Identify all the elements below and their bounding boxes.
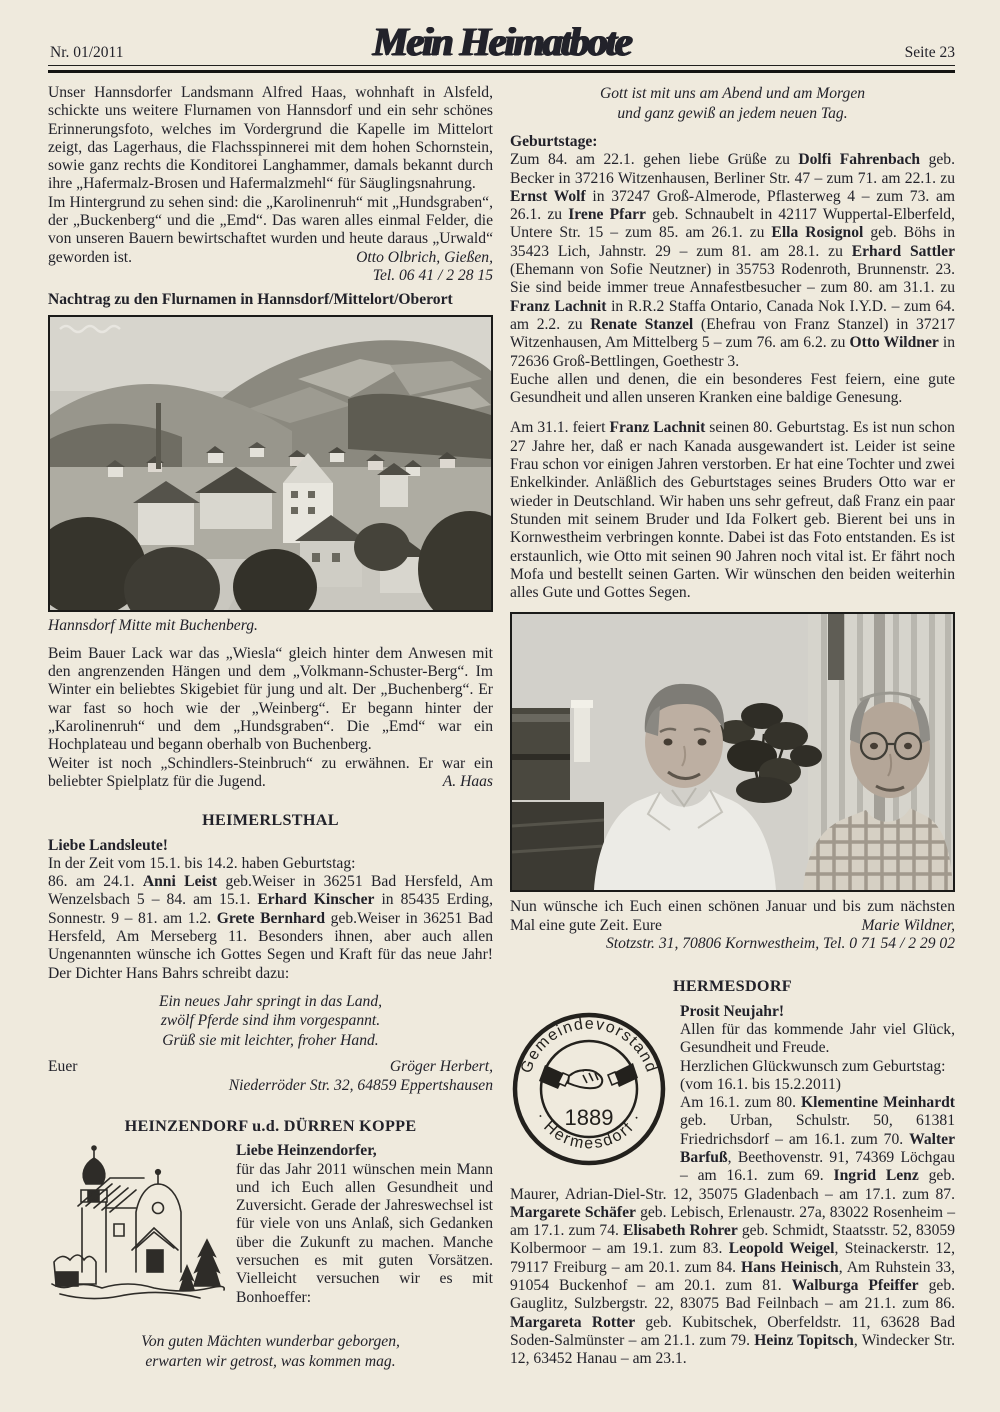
heinzendorf-section: [48, 1142, 493, 1318]
svg-text:Gemeindevorstand: [518, 1015, 660, 1075]
caption-credit-name: Marie Wildner,: [861, 916, 955, 934]
curtain-rod-shadow: [828, 614, 844, 680]
geburtstage-paragraph: Zum 84. am 22.1. gehen liebe Grüße zu Dolfi Fahrenbach geb. Becker in 37216 Witzenhausen, Berliner Str. 47 – zum 71. am 22.1. zu Ernst Wolf in 37247 Groß-Almerode, Pflasterweg 4 – zum 73. am 26.1. zu Irene Pfarr geb. Schnaubelt in 42117 Wuppertal-Elberfeld, Untere Str. 15 – zum 85. am 26.1. zu Ella Rosignol geb. Böhs in 35423 Lich, Jahnstr. 29 – zum 81. am 28.1. zu Erhard Sattler (Ehemann von Sofie Neutzner) in 35753 Rodenroth, Brunnenstr. 23. Sie sind beide immer treue Annafestbesucher – zum 80. am 31.1. zu Franz Lachnit in R.R.2 Staffa Ontario, Canada Nok I.Y.D. – zum 64. am 2.2. zu Renate Stanzel (Ehefrau von Franz Stanzel) in 37217 Witzenhausen, Am Mittelberg 5 – zum 76. am 6.2. zu Otto Wildner in 72636 Groß-Bettlingen, Goethestr 3.: [510, 151, 956, 370]
candle: [574, 704, 590, 762]
nachtrag-heading: Nachtrag zu den Flurnamen in Hannsdorf/Mittelort/Oberort: [48, 291, 453, 309]
wish-paragraph: Euche allen und denen, die ein besonderes Fest feiern, eine gute Gesundheit und allen unseren Kranken eine baldige Genesung.: [510, 370, 955, 407]
daily-motto: [510, 84, 955, 123]
photo-caption-paragraph: Nun wünsche ich Euch einen schönen Januar und bis zum nächsten Mal eine gute Zeit. Eure: [510, 898, 955, 934]
flurnamen-credit: A. Haas: [442, 772, 493, 790]
heimerlsthal-birthdays: 86. am 24.1. Anni Leist geb.Weiser in 36251 Bad Hersfeld, Am Wenzelsbach 5 – 84. am 15.1. Erhard Kinscher in 85435 Erding, Sonnestr. 9 – 81. am 1.2. Grete Bernhard geb.Weiser in 36251 Bad Hersfeld, Am Merseberg 11. Besonders ihnen, aber auch allen Ungenannten wünsche ich Gottes Segen und Kraft für das neue Jahr! Der Dichter Hans Bahrs schreibt dazu:: [48, 873, 493, 982]
heimerlsthal-salutation: Liebe Landsleute!: [48, 836, 168, 854]
heimerlsthal-intro-line: In der Zeit vom 15.1. bis 14.2. haben Geburtstag:: [48, 854, 356, 872]
hermesdorf-birthdays: Am 16.1. zum 80. Klementine Meinhardt geb. Urban, Schulstr. 50, 61381 Friedrichsdorf – am 16.1. zum 70. Walter Barfuß, Beethovenstr. 91, 74369 Löchgau – am 16.1. zum 69. Ingrid Lenz geb. Maurer, Adrian-Diel-Str. 12, 35075 Gladenbach – am 17.1. zum 87. Margarete Schäfer geb. Lebisch, Erlenaustr. 27a, 83022 Rosenheim – am 17.1. zum 74. Elisabeth Rohrer geb. Schmidt, Staatsstr. 52, 83059 Kolbermoor – am 19.1. zum 83. Leopold Weigel, Steinackerstr. 12, 79117 Freiburg – am 20.1. zum 84. Hans Heinisch, Am Ruhstein 33, 91054 Buckenhof – am 20.1. zum 81. Walburga Pfeiffer geb. Gauglitz, Sulzbergstr. 22, 83075 Bad Feilnbach – am 21.1. zum 86. Margareta Rotter geb. Kubitschek, Oberfeldstr. 11, 63628 Bad Soden-Salmünster – am 21.1. zum 79. Heinz Topitsch, Windecker Str. 12, 63452 Hanau – am 23.1.: [510, 1094, 956, 1368]
factory-chimney: [156, 403, 161, 469]
bonhoeffer-quote: [48, 1332, 493, 1371]
new-year-poem: [48, 992, 493, 1051]
heimerlsthal-closing: [48, 1058, 493, 1076]
intro-credit-phone: Tel. 06 41 / 2 28 15: [372, 266, 493, 284]
poem-line: Ein neues Jahr springt in das Land,: [158, 992, 383, 1010]
intro-paragraph: Unser Hannsdorfer Landsmann Alfred Haas, wohnhaft in Alsfeld, schickte uns weitere Flurnamen von Hannsdorf und ein sehr schönes Erinnerungsfoto, welches im Vordergrund die Kapelle im Mittelort zeigt, das Lagerhaus, die Flachsspinnerei mit dem hohen Schornstein, sowie ganz rechts die Konditorei Langhammer, damals bekannt durch ihre „Hafermalz-Brosen und Hafermalzmehl“ für Säuglingsnahrung.: [48, 84, 493, 193]
closing-author: Gröger Herbert,: [389, 1058, 493, 1076]
hermesdorf-section: [510, 1003, 955, 1369]
header-rule-thick: [48, 70, 955, 73]
quote-line: Von guten Mächten wunderbar geborgen,: [141, 1333, 400, 1351]
page-header: [48, 19, 955, 64]
hermesdorf-salutation: Prosit Neujahr!: [680, 1002, 785, 1020]
village-photo-caption: Hannsdorf Mitte mit Buchenberg.: [48, 616, 258, 634]
section-title-heimerlsthal: HEIMERLSTHAL: [202, 811, 339, 830]
page-number: Seite 23: [904, 44, 955, 61]
lachnit-paragraph: Am 31.1. feiert Franz Lachnit seinen 80. Geburtstag. Es ist nun schon 27 Jahre her, daß er nach Kanada ausgewandert ist. Leider ist seine Frau schon vor einigen Jahren verstorben. Er hat eine Tochter und zwei Enkelkinder. Anläßlich des Geburtstages seines Bruders Otto war er wieder in Deutschland. Wir haben uns sehr gefreut, daß Franz ein paar Stunden mit seinem Bruder und Ida Folkert geb. Bierent bei uns in Kornwestheim verbringen konnte. Dabei ist das Foto entstanden. Es ist erstaunlich, wie Otto mit seinen 90 Jahren noch vital ist. Er fährt noch Mofa und bestellt seinen Garten. Wir wünschen den beiden weiterhin alles Gute und Gottes Segen.: [510, 419, 955, 602]
hermesdorf-line1: Allen für das kommende Jahr viel Glück, Gesundheit und Freude.: [680, 1020, 955, 1057]
issue-number: Nr. 01/2011: [50, 44, 124, 61]
closing-address: Niederröder Str. 32, 64859 Eppertshausen: [228, 1076, 493, 1094]
poem-line: zwölf Pferde sind ihm vorgespannt.: [160, 1012, 381, 1030]
quote-line: erwarten wir getrost, was kommen mag.: [145, 1352, 396, 1370]
closing-word: Euer: [48, 1058, 78, 1076]
village-photo-frame: [48, 315, 493, 612]
masthead-title: Mein Heimatbote: [372, 19, 631, 64]
village-photo: [48, 315, 493, 612]
intro-paragraph-2: Im Hintergrund zu sehen sind: die „Karolinenruh“ mit „Hundsgraben“, der „Buckenberg“ und die „Emd“. Das waren alles einmal Felder, die von unseren Bauern bewirtschaftet wurden und heute daraus „Urwald“ geworden ist.: [48, 193, 493, 266]
hermesdorf-seal: [510, 1007, 668, 1169]
brothers-photo: [510, 612, 955, 892]
hermesdorf-line2: Herzlichen Glückwunsch zum Geburtstag:: [680, 1057, 946, 1075]
church-drawing: [48, 1144, 226, 1316]
seal-year: 1889: [564, 1104, 614, 1130]
right-column: [510, 84, 955, 1379]
header-rule-thin: [48, 65, 955, 66]
intro-credit-name: Otto Olbrich, Gießen,: [356, 248, 493, 266]
handshake-icon: [539, 1063, 638, 1089]
geburtstage-heading: Geburtstage:: [510, 133, 598, 150]
hermesdorf-line3: (vom 16.1. bis 15.2.2011): [680, 1075, 841, 1093]
section-title-hermesdorf: HERMESDORF: [672, 977, 792, 996]
poem-line: Grüß sie mit leichter, froher Hand.: [162, 1031, 379, 1049]
motto-line: Gott ist mit uns am Abend und am Morgen: [599, 85, 866, 102]
heinzendorf-salutation: Liebe Heinzendorfer,: [236, 1142, 377, 1160]
flurnamen-paragraph: Beim Bauer Lack war das „Wiesla“ gleich hinter dem Anwesen mit den angrenzenden Hängen und dem „Volkmann-Schuster-Berg“. Im Winter ein beliebtes Skigebiet für jung und alt. Der „Buchenberg“. Er war fast so hoch wie der „Weinberg“. Er begann hinter der „Karolinenruh“ und dem „Hundsgraben“. Die „Emd“ war ein Hochplateau und begann oberhalb von Buchenberg.: [48, 644, 493, 754]
left-column: [48, 84, 493, 1379]
seal-top-text: Gemeindevorstand: [517, 1015, 661, 1076]
caption-credit-address: Stotzstr. 31, 70806 Kornwestheim, Tel. 0 71 54 / 2 29 02: [605, 935, 955, 953]
seal-bottom-text: · Hermesdorf ·: [531, 1108, 647, 1153]
flurnamen-paragraph-2: Weiter ist noch „Schindlers-Steinbruch“ zu erwähnen. Er war ein beliebter Spielplatz für die Jugend.: [48, 754, 493, 790]
motto-line: und ganz gewiß an jedem neuen Tag.: [617, 104, 848, 122]
heinzendorf-body: für das Jahr 2011 wünschen mein Mann und ich Euch allen Gesundheit und Zuversicht. Gerade der Jahreswechsel ist für viele von uns Anlaß, sich Gedanken über die Zukunft zu machen. Manche versuchen es mit guten Vorsätzen. Vielleicht versuchen wir es mit Bonhoeffer:: [236, 1160, 493, 1306]
brothers-photo-frame: [510, 612, 955, 892]
section-title-heinzendorf: HEINZENDORF u.d. DÜRREN KOPPE: [124, 1117, 417, 1135]
